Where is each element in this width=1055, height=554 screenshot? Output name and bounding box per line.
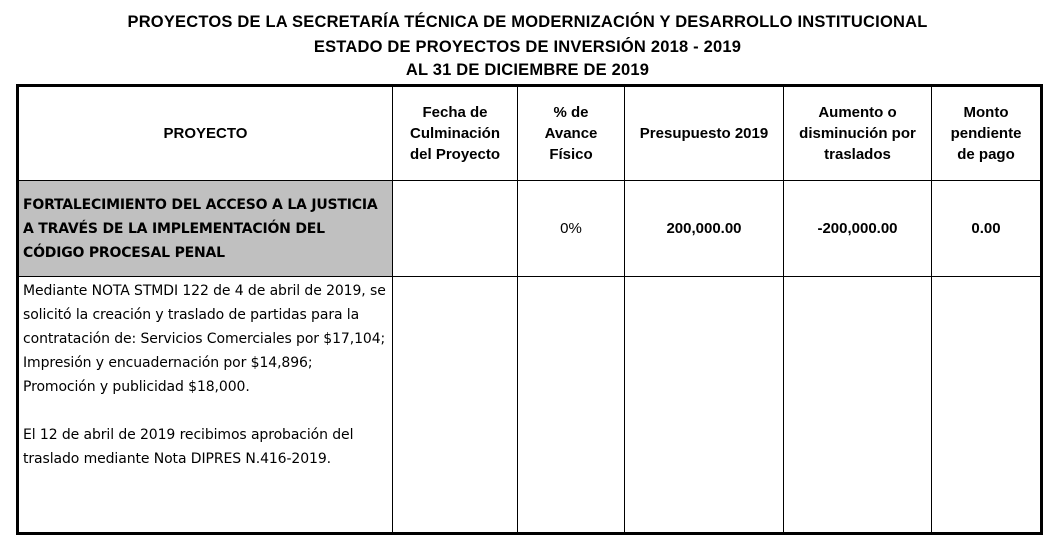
description-paragraph-2: El 12 de abril de 2019 recibimos aprobación del traslado mediante Nota DIPRES N.416-2019. bbox=[23, 427, 354, 467]
column-header-aumento: Aumento o disminución por traslados bbox=[784, 86, 932, 181]
column-header-proyecto: PROYECTO bbox=[18, 86, 393, 181]
fecha-cell bbox=[393, 181, 518, 277]
aumento-cell: -200,000.00 bbox=[784, 181, 932, 277]
report-title-line-2: ESTADO DE PROYECTOS DE INVERSIÓN 2018 - 2019 bbox=[313, 38, 742, 56]
empty-cell bbox=[784, 277, 932, 534]
column-header-pendiente: Monto pendiente de pago bbox=[932, 86, 1042, 181]
empty-cell bbox=[518, 277, 625, 534]
pendiente-cell: 0.00 bbox=[932, 181, 1042, 277]
empty-cell bbox=[932, 277, 1042, 534]
presupuesto-cell: 200,000.00 bbox=[625, 181, 784, 277]
description-paragraph-1: Mediante NOTA STMDI 122 de 4 de abril de 2019, se solicitó la creación y traslado de partidas para la contratación de: Servicios Comerciales por $17,104; Impresión y encuadernación por $14,896; Promoción y publicidad $18,000. bbox=[23, 283, 386, 395]
empty-cell bbox=[393, 277, 518, 534]
table-header-row bbox=[18, 86, 1042, 181]
column-header-avance: % de Avance Físico bbox=[518, 86, 625, 181]
report-title-line-3: AL 31 DE DICIEMBRE DE 2019 bbox=[405, 61, 650, 79]
table-row bbox=[18, 277, 1042, 534]
project-name-cell: FORTALECIMIENTO DEL ACCESO A LA JUSTICIA A TRAVÉS DE LA IMPLEMENTACIÓN DEL CÓDIGO PROCESAL PENAL bbox=[18, 181, 393, 277]
column-header-fecha: Fecha de Culminación del Proyecto bbox=[393, 86, 518, 181]
empty-cell bbox=[625, 277, 784, 534]
column-header-presupuesto: Presupuesto 2019 bbox=[625, 86, 784, 181]
table-row bbox=[18, 181, 1042, 277]
description-cell bbox=[18, 277, 393, 534]
report-title-line-1: PROYECTOS DE LA SECRETARÍA TÉCNICA DE MODERNIZACIÓN Y DESARROLLO INSTITUCIONAL bbox=[127, 13, 928, 31]
avance-cell: 0% bbox=[518, 181, 625, 277]
projects-table bbox=[16, 84, 1043, 535]
